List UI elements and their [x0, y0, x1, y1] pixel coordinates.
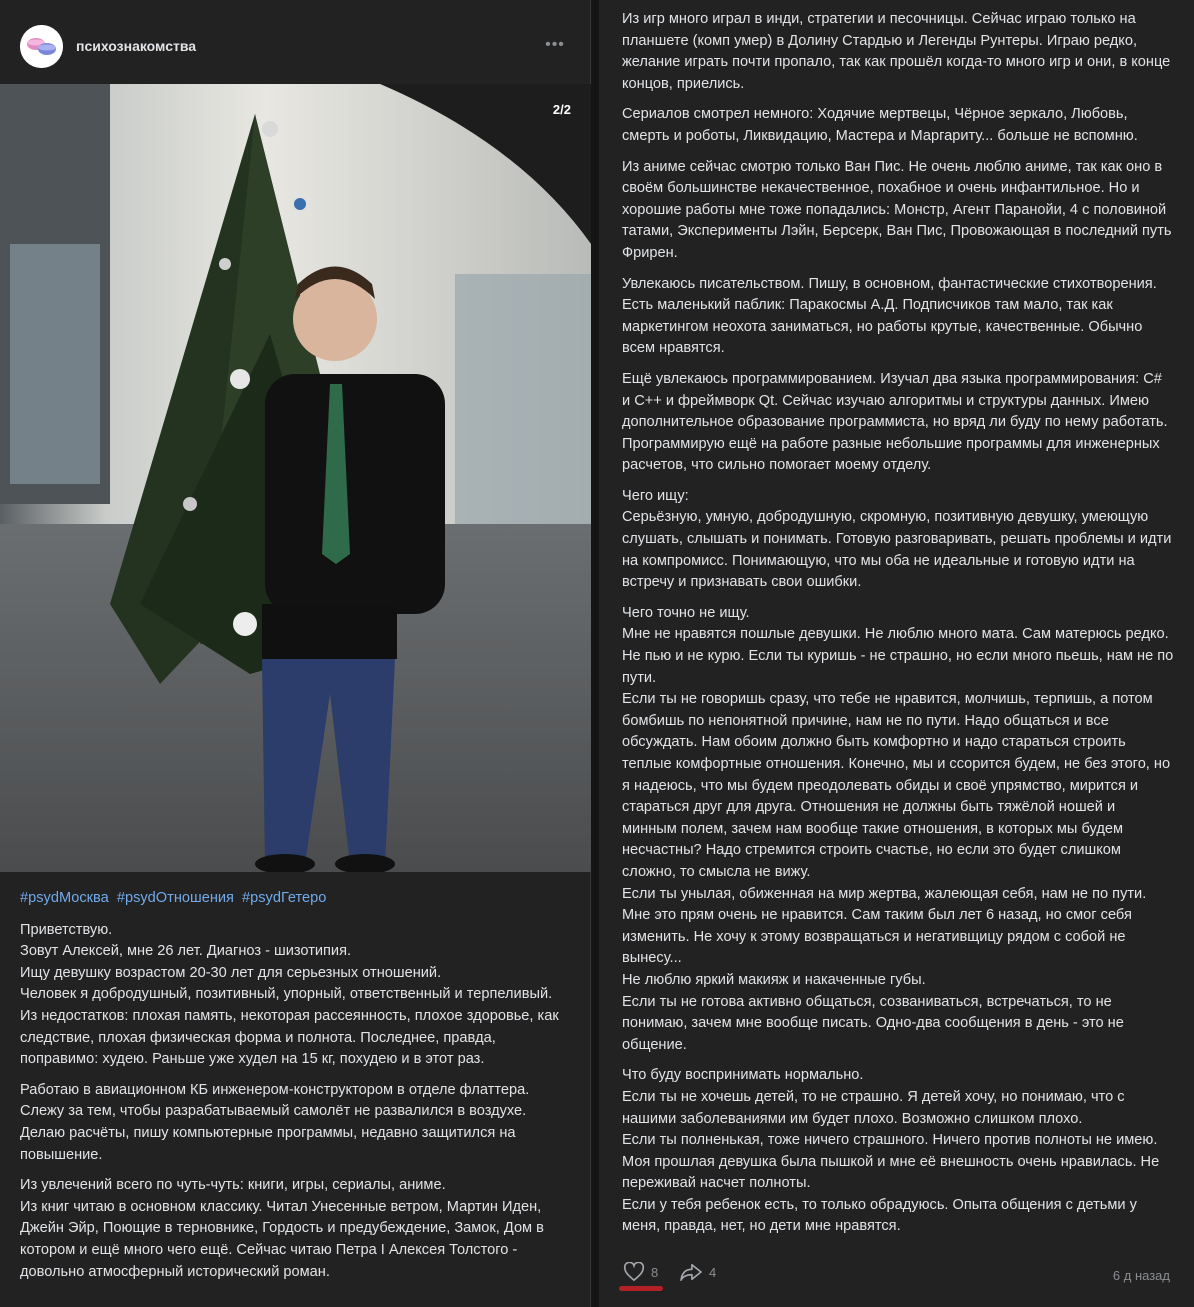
- like-button[interactable]: [623, 1262, 658, 1282]
- paragraph-hobbies: Из увлечений всего по чуть-чуть: книги, игры, сериалы, аниме. Из книг читаю в основном классику. Читал Унесенные ветром, Мартин Иден, Джейн Эйр, Поющие в терновнике, Гордость и предубеждение, Замок, Дом в котором и ещё много чего ещё. Сейчас читаю Петра I Алексея Толстого - довольно атмосферный исторический роман.: [20, 1177, 544, 1280]
- hashtag-link[interactable]: #psydОтношения: [116, 890, 234, 906]
- heart-icon: [623, 1262, 645, 1282]
- share-icon: [679, 1262, 703, 1282]
- photo-counter: 2/2: [552, 102, 571, 117]
- share-button[interactable]: [679, 1262, 716, 1282]
- photo-image: [0, 84, 591, 872]
- paragraph-games: Из игр много играл в инди, стратегии и песочницы. Сейчас играю только на планшете (комп умер) в Долину Стардью и Легенды Рунтеры. Играю редко, желание играть почти пропало, так как прошёл когда-то много игр и они, в конце концов, приелись.: [622, 11, 1171, 92]
- ellipsis-icon[interactable]: •••: [545, 36, 565, 53]
- post-footer: [623, 1262, 1170, 1292]
- post-card-left: [0, 0, 591, 1307]
- share-count: 4: [709, 1264, 717, 1280]
- post-card-right: [599, 0, 1194, 1307]
- like-underline: [619, 1286, 663, 1291]
- post-time[interactable]: 6 д назад: [1112, 1268, 1170, 1283]
- paragraph-programming: Ещё увлекаюсь программированием. Изучал два языка программирования: C# и C++ и фреймворк Qt. Сейчас изучаю алгоритмы и структуры данных. Имею дополнительное образование программиста, но вряд ли буду по нему работать. Программирую ещё на работе разные небольшие программы для инженерных расчетов, что сильно помогает моему отделу.: [622, 370, 1168, 474]
- paragraph-series: Сериалов смотрел немного: Ходячие мертвецы, Чёрное зеркало, Любовь, смерть и роботы, Ликвидацию, Мастера и Маргариту... больше не вспомню.: [622, 106, 1138, 144]
- hashtag-link[interactable]: #psydМосква: [20, 890, 109, 906]
- group-name[interactable]: психознакомства: [76, 38, 197, 54]
- paragraph-acceptable: Что буду воспринимать нормально. Если ты не хочешь детей, то не страшно. Я детей хочу, но понимаю, что с нашими заболеваниями им будет плохо. Возможно слишком плохо. Если ты полненькая, тоже ничего страшного. Ничего против полноты не имею. Моя прошлая девушка была пышкой и мне её внешность очень нравилась. Не переживай насчет полноты. Если у тебя ребенок есть, то только обрадуюсь. Опыта общения с детьми у меня, правда, нет, но дети мне нравятся.: [622, 1067, 1160, 1235]
- like-count: 8: [651, 1264, 659, 1280]
- post-header: [0, 0, 591, 84]
- hashtag-link[interactable]: #psydГетеро: [242, 890, 327, 906]
- hashtags: [20, 888, 571, 910]
- post-text-right: [622, 9, 1174, 1247]
- paragraph-not-looking: Чего точно не ищу. Мне не нравятся пошлые девушки. Не люблю много мата. Сам матерюсь редко. Не пью и не курю. Если ты куришь - не страшно, но если много пьешь, нам не по пути. Если ты не говоришь сразу, что тебе не нравится, молчишь, терпишь, а потом бомбишь по непонятной причине, нам не по пути. Надо общаться и все обсуждать. Нам обоим должно быть комфортно и надо стараться строить теплые комфортные отношения. Конечно, мы и ссорится будем, не без этого, но я надеюсь, что мы будем преодолевать обиды и своё упрямство, мирится и стараться друг для друга. Отношения не должны быть тяжёлой ношей и минным полем, зачем нам вообще такие отношения, в которых мы будем несчастны? Надо стремится строить счастье, но если это будет слишком сложно, то смысла не вижу. Если ты унылая, обиженная на мир жертва, жалеющая себя, нам не по пути. Мне это прям очень не нравится. Сам таким был лет 6 назад, но смог себя изменить. Не хочу к этому возвращаться и негативщицу рядом с собой не вынесу... Не люблю яркий макияж и накаченные губы. Если ты не готова активно общаться, созваниваться, встречаться, то не понимаю, зачем мне вообще писать. Одно-два сообщения в день - это не общение.: [622, 604, 1174, 1053]
- paragraph-work: Работаю в авиационном КБ инженером-конструктором в отделе флаттера. Слежу за тем, чтобы разрабатываемый самолёт не развалился в воздухе. Делаю расчёты, пишу компьютерные программы, недавно защитился на повышение.: [20, 1081, 530, 1163]
- paragraph-writing: Увлекаюсь писательством. Пишу, в основном, фантастические стихотворения. Есть маленький паблик: Паракосмы А.Д. Подписчиков там мало, так как маркетингом неохота заниматься, но работы крутые, качественные. Обычно всем нравятся.: [622, 275, 1157, 357]
- post-text-left: [20, 888, 571, 1292]
- group-avatar[interactable]: [20, 25, 63, 68]
- paragraph-intro: Приветствую. Зовут Алексей, мне 26 лет. Диагноз - шизотипия. Ищу девушку возрастом 20-30 лет для серьезных отношений. Человек я добродушный, позитивный, упорный, ответственный и терпеливый. Из недостатков: плохая память, некоторая рассеянность, плохое здоровье, как следствие, плохая физическая форма и полнота. Последнее, правда, поправимо: худею. Раньше уже худел на 15 кг, похудею и в этот раз.: [20, 921, 559, 1068]
- post-photo[interactable]: [0, 84, 591, 872]
- paragraph-anime: Из аниме сейчас смотрю только Ван Пис. Не очень люблю аниме, так как оно в своём большинстве некачественное, похабное и очень инфантильное. Но и хорошие работы мне тоже попадались: Монстр, Агент Паранойи, 4 с половиной татами, Эксперименты Лэйн, Берсерк, Ван Пис, Провожающая в последний путь Фрирен.: [622, 158, 1172, 261]
- paragraph-looking: Чего ищу: Серьёзную, умную, добродушную, скромную, позитивную девушку, умеющую слушать, слышать и понимать. Готовую разговаривать, решать проблемы и идти на компромисс. Понимающую, что мы оба не идеальные и готовую идти на встречу и признавать свои ошибки.: [622, 487, 1172, 591]
